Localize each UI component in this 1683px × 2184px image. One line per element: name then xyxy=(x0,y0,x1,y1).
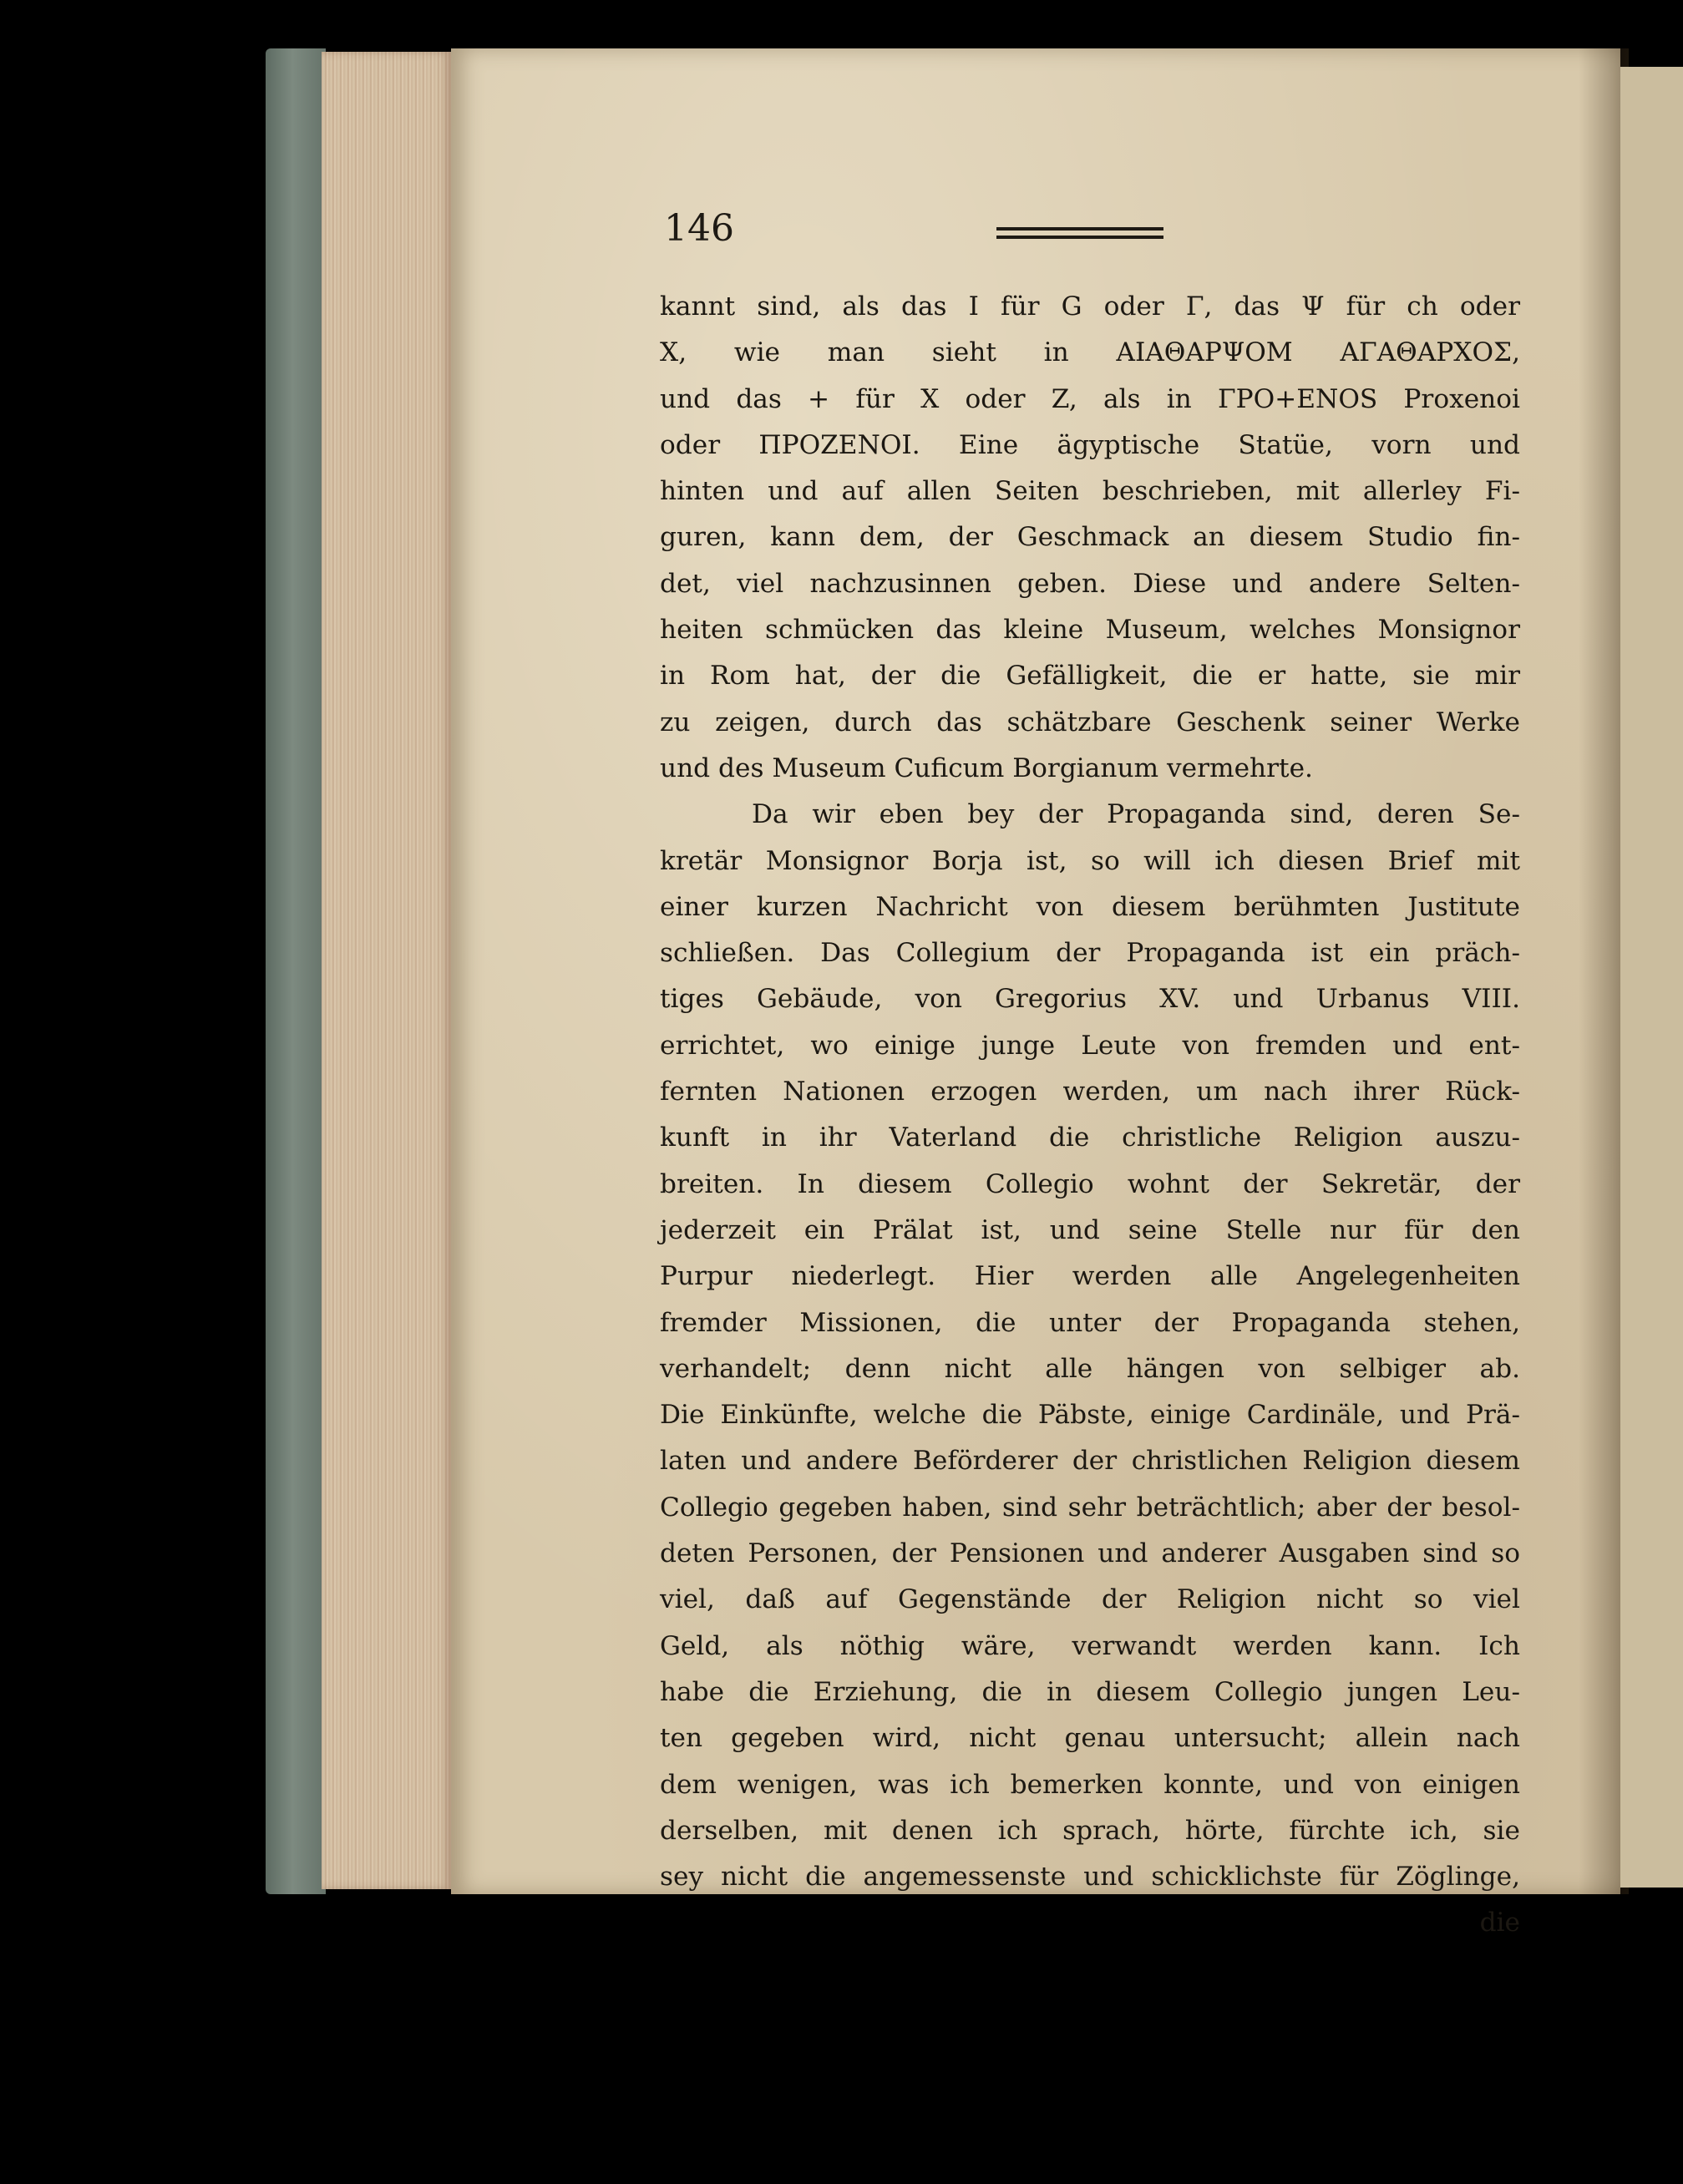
text-line: fremder Missionen, die unter der Propaganda stehen, xyxy=(660,1307,1520,1338)
text-line: jederzeit ein Prälat ist, und seine Stelle nur für den xyxy=(660,1214,1520,1245)
text-line: habe die Erziehung, die in diesem Collegio jungen Leu- xyxy=(660,1676,1520,1707)
header-rule xyxy=(996,227,1163,231)
text-line: heiten schmücken das kleine Museum, welches Monsignor xyxy=(660,615,1520,646)
text-line: det, viel nachzusinnen geben. Diese und andere Selten- xyxy=(660,568,1520,599)
text-line: dem wenigen, was ich bemerken konnte, und von einigen xyxy=(660,1769,1520,1800)
text-line: errichtet, wo einige junge Leute von fremden und ent- xyxy=(660,1030,1520,1061)
text-line: schließen. Das Collegium der Propaganda ist ein präch- xyxy=(660,938,1520,969)
book-cover-edge xyxy=(266,48,326,1894)
text-line: tiges Gebäude, von Gregorius XV. und Urbanus VIII. xyxy=(660,984,1520,1015)
text-line: Collegio gegeben haben, sind sehr beträchtlich; aber der besol- xyxy=(660,1492,1520,1523)
text-line: Geld, als nöthig wäre, verwandt werden kann. Ich xyxy=(660,1630,1520,1661)
text-line: breiten. In diesem Collegio wohnt der Sekretär, der xyxy=(660,1168,1520,1199)
text-line: einer kurzen Nachricht von diesem berühmten Justitute xyxy=(660,891,1520,922)
text-line: und das + für X oder Z, als in ΓΡΟ+ΕΝΟS Proxenoi xyxy=(660,383,1520,414)
text-line: guren, kann dem, der Geschmack an diesem Studio fin- xyxy=(660,522,1520,553)
text-line: zu zeigen, durch das schätzbare Geschenk seiner Werke xyxy=(660,707,1520,737)
text-line: deten Personen, der Pensionen und anderer Ausgaben sind so xyxy=(660,1538,1520,1569)
text-line: hinten und auf allen Seiten beschrieben, mit allerley Fi- xyxy=(660,476,1520,507)
page-header xyxy=(664,207,1165,257)
facing-page-edge xyxy=(1620,67,1683,1888)
text-line: derselben, mit denen ich sprach, hörte, fürchte ich, sie xyxy=(660,1815,1520,1846)
text-line: und des Museum Cuficum Borgianum vermehrte. xyxy=(660,752,1313,783)
text-line: X, wie man sieht in ΑΙΑΘΑΡΨΟΜ ΑΓΑΘΑΡΧΟΣ, xyxy=(660,337,1520,368)
page-number: 146 xyxy=(664,207,734,250)
text-line: laten und andere Beförderer der christlichen Religion diesem xyxy=(660,1446,1520,1477)
text-line: oder ΠΡΟΖΕΝΟΙ. Eine ägyptische Statüe, vorn und xyxy=(660,429,1520,460)
text-line: kunft in ihr Vaterland die christliche Religion auszu- xyxy=(660,1122,1520,1153)
text-line: Da wir eben bey der Propaganda sind, deren Se- xyxy=(752,799,1520,830)
text-line: Die Einkünfte, welche die Päbste, einige Cardinäle, und Prä- xyxy=(660,1400,1520,1431)
text-line: sey nicht die angemessenste und schicklichste für Zöglinge, xyxy=(660,1862,1520,1893)
text-line: fernten Nationen erzogen werden, um nach ihrer Rück- xyxy=(660,1077,1520,1107)
catchword: die xyxy=(1479,1908,1520,1938)
header-rule xyxy=(996,236,1163,239)
text-line: kretär Monsignor Borja ist, so will ich diesen Brief mit xyxy=(660,845,1520,876)
text-line: viel, daß auf Gegenstände der Religion nicht so viel xyxy=(660,1584,1520,1615)
text-line: kannt sind, als das I für G oder Γ, das Ψ für ch oder xyxy=(660,291,1520,322)
body-text xyxy=(660,284,1520,1947)
page-edges xyxy=(322,52,451,1889)
text-line: verhandelt; denn nicht alle hängen von selbiger ab. xyxy=(660,1353,1520,1384)
text-line: ten gegeben wird, nicht genau untersucht; allein nach xyxy=(660,1723,1520,1754)
text-line: Purpur niederlegt. Hier werden alle Angelegenheiten xyxy=(660,1261,1520,1292)
text-line: in Rom hat, der die Gefälligkeit, die er hatte, sie mir xyxy=(660,661,1520,692)
